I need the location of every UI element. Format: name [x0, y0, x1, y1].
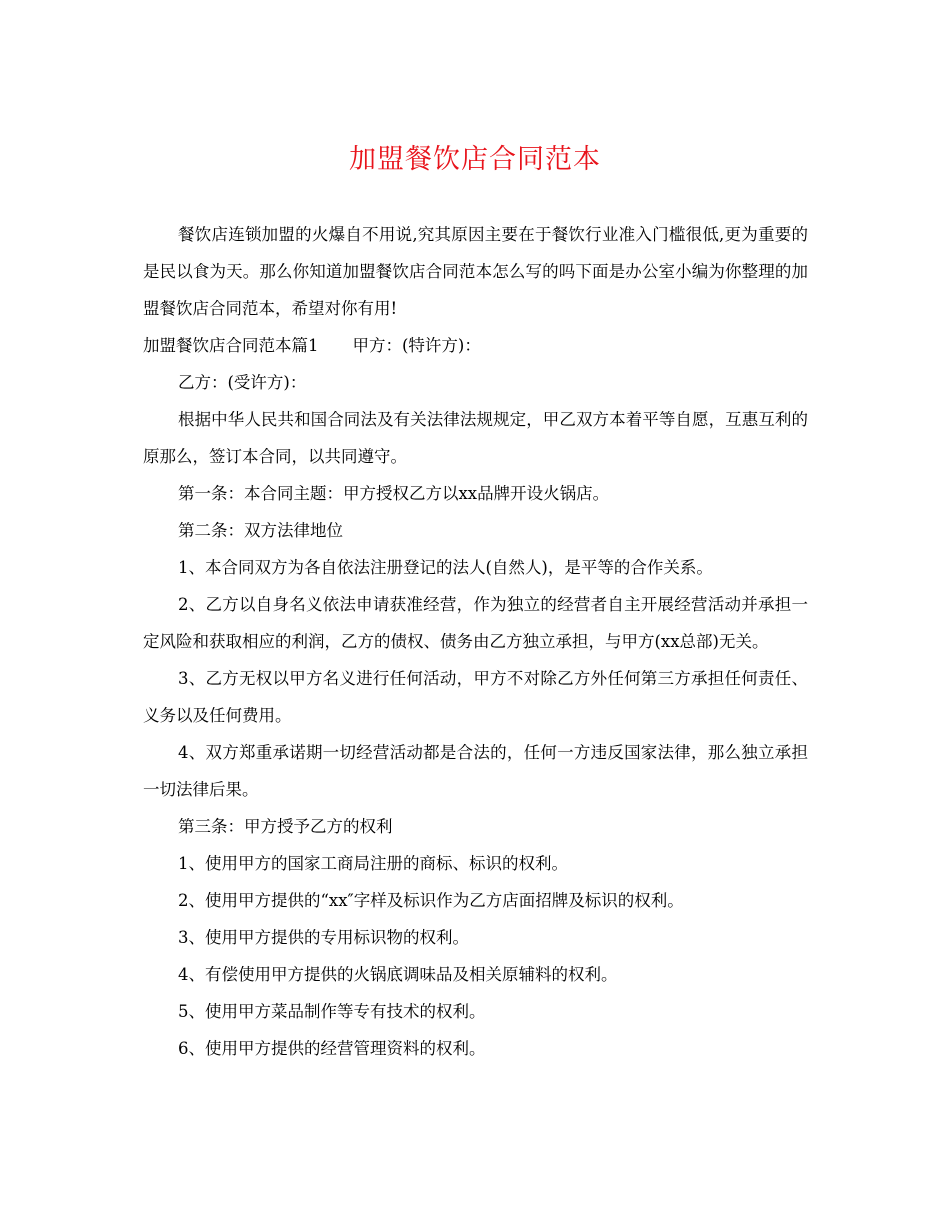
article-2-title: 第二条：双方法律地位 — [178, 521, 343, 540]
article-3-item-4: 4、有偿使用甲方提供的火锅底调味品及相关原辅料的权利。 — [178, 965, 618, 984]
section-heading-line — [143, 327, 808, 364]
article-3-item-5: 5、使用甲方菜品制作等专有技术的权利。 — [178, 1002, 486, 1021]
article-3-item-6: 6、使用甲方提供的经营管理资料的权利。 — [178, 1039, 486, 1058]
article-2-item-1: 1、本合同双方为各自依法注册登记的法人(自然人)，是平等的合作关系。 — [178, 558, 713, 577]
preamble-paragraph: 根据中华人民共和国合同法及有关法律法规规定，甲乙双方本着平等自愿，互惠互利的原那么，签订本合同，以共同遵守。 — [143, 410, 808, 466]
party-b-label: 乙方：(受许方)： — [178, 373, 307, 392]
intro-paragraph: 餐饮店连锁加盟的火爆自不用说,究其原因主要在于餐饮行业准入门槛很低,更为重要的是民以食为天。那么你知道加盟餐饮店合同范本怎么写的吗下面是办公室小编为你整理的加盟餐饮店合同范本，希望对你有用! — [143, 225, 808, 318]
article-3-item-2: 2、使用甲方提供的“xx″字样及标识作为乙方店面招牌及标识的权利。 — [178, 891, 684, 910]
section-heading: 加盟餐饮店合同范本篇1 — [143, 336, 319, 355]
party-a-label: 甲方：(特许方)： — [352, 336, 481, 355]
article-1: 第一条：本合同主题：甲方授权乙方以xx品牌开设火锅店。 — [178, 484, 610, 503]
article-3-item-1: 1、使用甲方的国家工商局注册的商标、标识的权利。 — [178, 854, 568, 873]
article-3-title: 第三条：甲方授予乙方的权利 — [178, 817, 393, 836]
article-2-item-4: 4、双方郑重承诺期一切经营活动都是合法的，任何一方违反国家法律，那么独立承担一切法律后果。 — [143, 743, 808, 799]
document-body — [143, 216, 808, 1067]
article-2-item-2: 2、乙方以自身名义依法申请获准经营，作为独立的经营者自主开展经营活动并承担一定风险和获取相应的利润，乙方的债权、债务由乙方独立承担，与甲方(xx总部)无关。 — [143, 595, 808, 651]
article-3-item-3: 3、使用甲方提供的专用标识物的权利。 — [178, 928, 469, 947]
document-title: 加盟餐饮店合同范本 — [349, 144, 601, 175]
article-2-item-3: 3、乙方无权以甲方名义进行任何活动，甲方不对除乙方外任何第三方承担任何责任、义务以及任何费用。 — [143, 669, 808, 725]
